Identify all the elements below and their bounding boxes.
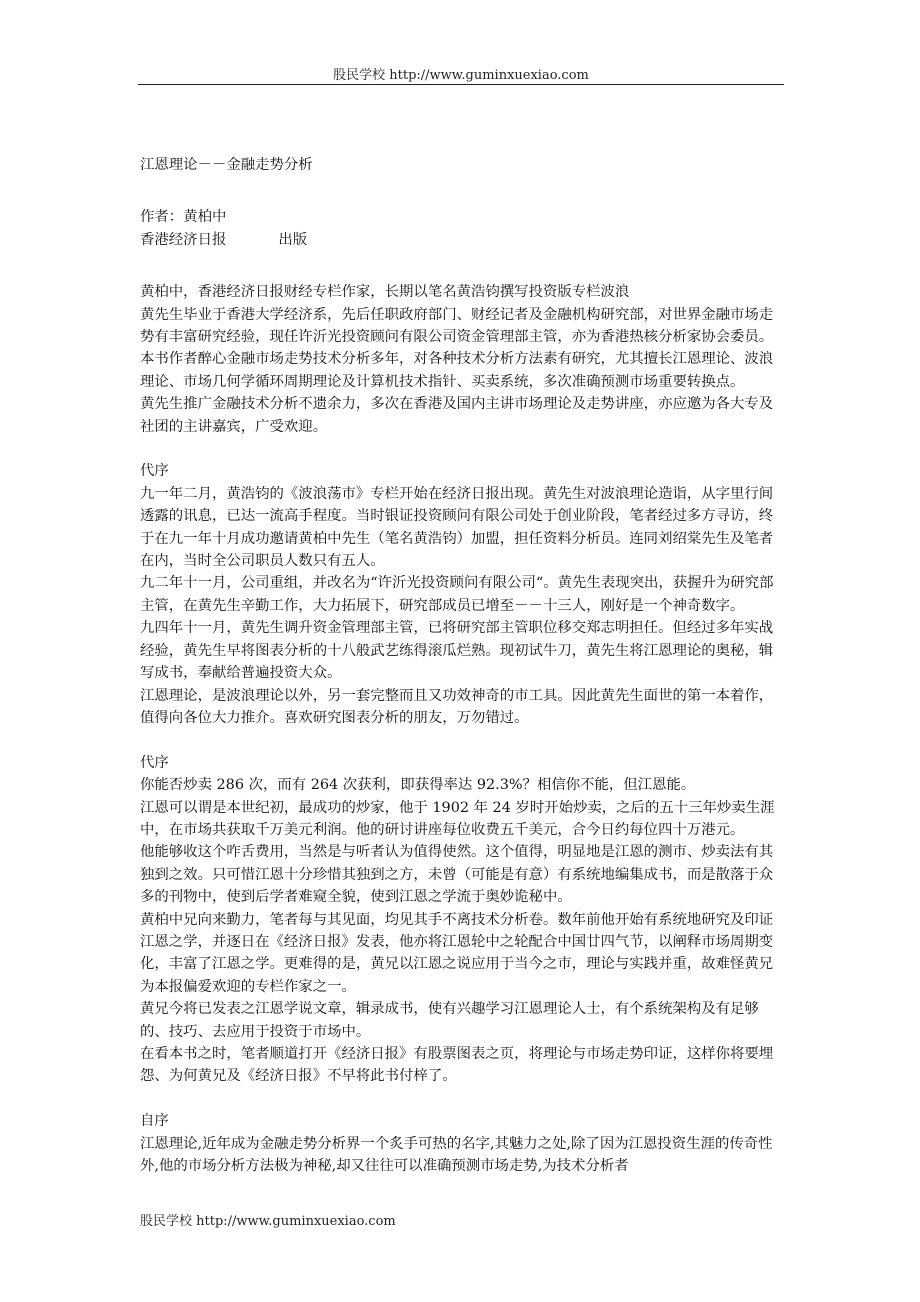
book-title: 江恩理论－－金融走势分析 <box>140 157 313 173</box>
header-divider <box>138 84 784 85</box>
preface-heading: 代序 <box>140 754 169 771</box>
preface-paragraph: 你能否炒卖 286 次，而有 264 次获利，即获得率达 92.3%？相信你不能，但江恩能。 <box>140 777 696 794</box>
preface-paragraph: 他能够收这个咋舌费用，当然是与听者认为值得使然。这个值得，明显地是江恩的测市、炒卖法有其独到之效。只可惜江恩十分珍惜其独到之方，未曾（可能是有意）有系统地编集成书，而是散落于众多的刊物中，使到后学者难窥全貌，使到江恩之学流于奥妙诡秘中。 <box>140 844 774 906</box>
preface-paragraph: 黄柏中兄向来勤力，笔者每与其见面，均见其手不离技术分析卷。数年前他开始有系统地研究及印证江恩之学，并逐日在《经济日报》发表，他亦将江恩轮中之轮配合中国廿四气节，以阐释市场周期变化，丰富了江恩之学。更难得的是，黄兄以江恩之说应用于当今之市，理论与实践并重，故难怪黄兄为本报偏爱欢迎的专栏作家之一。 <box>140 911 774 995</box>
page-header: 股民学校 http://www.guminxuexiao.com <box>333 68 589 83</box>
preface-paragraph: 江恩可以谓是本世纪初，最成功的炒家，他于 1902 年 24 岁时开始炒卖，之后的五十三年炒卖生涯中，在市场共获取千万美元利润。他的研讨讲座每位收费五千美元，合今日约每位四十万港元。 <box>140 799 775 838</box>
preface-paragraph: 九二年十一月，公司重组，并改名为“许沂光投资顾问有限公司“。黄先生表现突出，获握升为研究部主管，在黄先生辛勤工作，大力拓展下，研究部成员已增至－－十三人，刚好是一个神奇数字。 <box>140 575 774 614</box>
preface-paragraph: 在看本书之时，笔者顺道打开《经济日报》有股票图表之页，将理论与市场走势印证，这样你将要埋怨、为何黄兄及《经济日报》不早将此书付梓了。 <box>140 1046 774 1085</box>
intro-paragraph: 黄柏中，香港经济日报财经专栏作家，长期以笔名黄浩钧撰写投资版专栏波浪 <box>140 284 630 301</box>
self-preface-heading: 自序 <box>140 1113 169 1130</box>
preface-heading: 代序 <box>140 463 169 480</box>
document-body <box>140 154 782 1177</box>
intro-paragraph: 黄先生推广金融技术分析不遗余力，多次在香港及国内主讲市场理论及走势讲座，亦应邀为各大专及社团的主讲嘉宾，广受欢迎。 <box>140 396 774 435</box>
self-preface-paragraph: 江恩理论,近年成为金融走势分析界一个炙手可热的名字,其魅力之处,除了因为江恩投资生涯的传奇性外,他的市场分析方法极为神秘,却又往往可以准确预测市场走势,为技术分析者 <box>140 1135 773 1175</box>
publish-label: 出版 <box>278 231 308 248</box>
preface-paragraph: 黄兄今将已发表之江恩学说文章，辑录成书，使有兴趣学习江恩理论人士，有个系统架构及有足够的、技巧、去应用于投资于市场中。 <box>140 1001 759 1040</box>
author-line: 作者：黄柏中 <box>140 209 227 226</box>
publisher-line <box>140 229 782 251</box>
preface-paragraph: 九四年十一月，黄先生调升资金管理部主管，已将研究部主管职位移交郑志明担任。但经过多年实战经验，黄先生早将图表分析的十八般武艺练得滚瓜烂熟。现初试牛刀，黄先生将江恩理论的奥秘，辑写成书，奉献给普遍投资大众。 <box>140 620 774 682</box>
preface-paragraph: 江恩理论，是波浪理论以外，另一套完整而且又功效神奇的市工具。因此黄先生面世的第一本着作，值得向各位大力推介。喜欢研究图表分析的朋友，万勿错过。 <box>140 687 774 726</box>
publisher-name: 香港经济日报 <box>140 231 227 248</box>
preface-paragraph: 九一年二月，黄浩钧的《波浪荡市》专栏开始在经济日报出现。黄先生对波浪理论造诣，从字里行间透露的讯息，已达一流高手程度。当时银证投资顾问有限公司处于创业阶段，笔者经过多方寻访，终于在九一年十月成功邀请黄柏中先生（笔名黄浩钧）加盟，担任资料分析员。连同刘绍棠先生及笔者在内，当时全公司职员人数只有五人。 <box>140 485 774 570</box>
page-footer: 股民学校 http://www.guminxuexiao.com <box>140 1214 396 1229</box>
intro-paragraph: 黄先生毕业于香港大学经济系，先后任职政府部门、财经记者及金融机构研究部，对世界金融市场走势有丰富研究经验，现任许沂光投资顾问有限公司资金管理部主管，亦为香港热核分析家协会委员。本书作者醉心金融市场走势技术分析多年，对各种技术分析方法素有研究，尤其擅长江恩理论、波浪理论、市场几何学循环周期理论及计算机技术指针、买卖系统，多次准确预测市场重要转换点。 <box>140 306 774 390</box>
